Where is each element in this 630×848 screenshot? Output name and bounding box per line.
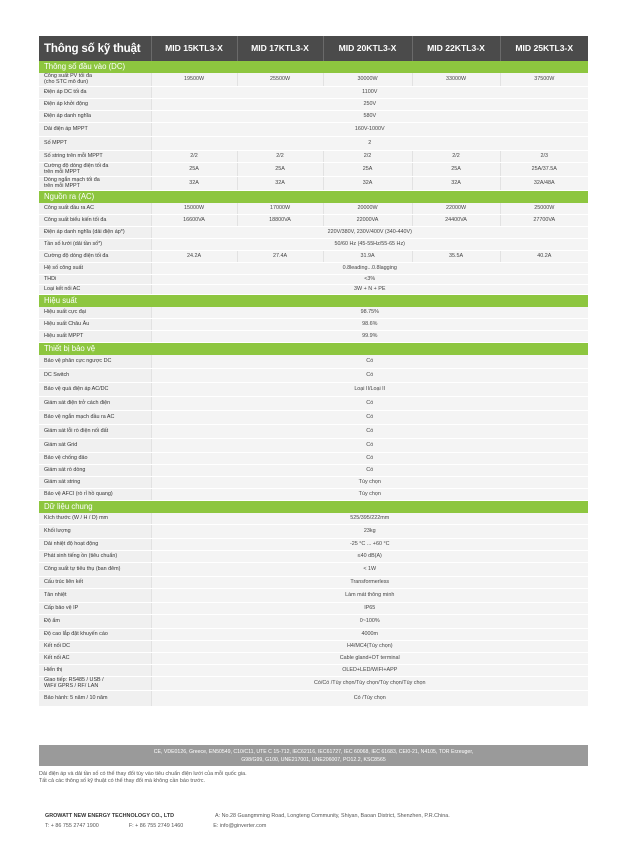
- company-fax: F: + 86 755 2749 1460: [128, 823, 184, 829]
- cell: 24.2A: [151, 251, 237, 263]
- cell: 22000VA: [323, 215, 412, 227]
- cell: 40.2A: [500, 251, 588, 263]
- row-label: Điện áp danh nghĩa: [39, 111, 151, 123]
- row-label: Số string trên mỗi MPPT: [39, 151, 151, 163]
- cell: < 1W: [151, 563, 588, 577]
- certifications-bar: [39, 745, 588, 766]
- cell: Tùy chọn: [151, 489, 588, 501]
- cell: 24400VA: [412, 215, 500, 227]
- cell: 25000W: [500, 203, 588, 215]
- row-label: Bảo vệ phân cực ngược DC: [39, 355, 151, 369]
- cell: Có: [151, 397, 588, 411]
- cell: Có: [151, 355, 588, 369]
- cell: <3%: [151, 275, 588, 285]
- cell: 37500W: [500, 73, 588, 87]
- cell: 19500W: [151, 73, 237, 87]
- company-name: GROWATT NEW ENERGY TECHNOLOGY CO., LTD: [45, 813, 174, 819]
- cell: 2/2: [237, 151, 323, 163]
- cell: 50/60 Hz (45-55Hz/55-65 Hz): [151, 239, 588, 251]
- section-efficiency-title: Hiệu suất: [39, 295, 588, 308]
- header-row: [39, 36, 588, 61]
- row-label: Tần số lưới (dải tần số*): [39, 239, 151, 251]
- cell: 20000W: [323, 203, 412, 215]
- cell: 98.6%: [151, 319, 588, 331]
- row-label: Dải nhiệt độ hoạt động: [39, 539, 151, 551]
- spec-sheet: [39, 36, 588, 707]
- section-general-title: Dữ liệu chung: [39, 501, 588, 514]
- row-label: Công suất đầu ra AC: [39, 203, 151, 215]
- company-tel: T: + 86 755 2747 1900: [45, 823, 99, 829]
- cell: 0.8leading...0.8lagging: [151, 263, 588, 275]
- row-label: Kết nối AC: [39, 653, 151, 665]
- cell: 3W + N + PE: [151, 285, 588, 295]
- cell: Có: [151, 369, 588, 383]
- cell: 25A/37.5A: [500, 163, 588, 177]
- cell: 30000W: [323, 73, 412, 87]
- row-label: DC Switch: [39, 369, 151, 383]
- row-label: Giám sát rò dòng: [39, 465, 151, 477]
- row-label: Giám sát lỗi rò điện nối đất: [39, 425, 151, 439]
- row-label: Điện áp DC tối đa: [39, 87, 151, 99]
- row-label: Hiệu suất MPPT: [39, 331, 151, 343]
- row-label: Bảo hành: 5 năm / 10 năm: [39, 691, 151, 707]
- company-footer: [45, 813, 605, 829]
- table-title: Thông số kỹ thuật: [39, 36, 151, 61]
- row-label: Hiển thị: [39, 665, 151, 677]
- cell: 25A: [412, 163, 500, 177]
- cell: 22000W: [412, 203, 500, 215]
- cell: 250V: [151, 99, 588, 111]
- row-label: Bảo vệ chống đảo: [39, 453, 151, 465]
- cell: Loại II/Loại II: [151, 383, 588, 397]
- row-label: Tản nhiệt: [39, 589, 151, 603]
- cell: Làm mát thông minh: [151, 589, 588, 603]
- row-label: Dòng ngắn mạch tối đa trên mỗi MPPT: [39, 177, 151, 191]
- cell: 2/2: [412, 151, 500, 163]
- row-label: Hệ số công suất: [39, 263, 151, 275]
- cell: 31.9A: [323, 251, 412, 263]
- cell: 1100V: [151, 87, 588, 99]
- row-label: THDi: [39, 275, 151, 285]
- cell: 99.9%: [151, 331, 588, 343]
- row-label: Hiệu suất cực đại: [39, 307, 151, 319]
- row-label: Kích thước (W / H / D) mm: [39, 513, 151, 525]
- cell: OLED+LED/WIFI+APP: [151, 665, 588, 677]
- row-label: Dải điện áp MPPT: [39, 123, 151, 137]
- row-label: Giám sát Grid: [39, 439, 151, 453]
- cell: Có: [151, 425, 588, 439]
- model-header: MID 22KTL3-X: [412, 36, 500, 61]
- row-label: Cường độ dòng điện tối đa: [39, 251, 151, 263]
- row-label: Số MPPT: [39, 137, 151, 151]
- row-label: Loại kết nối AC: [39, 285, 151, 295]
- row-label: Công suất biểu kiến tối đa: [39, 215, 151, 227]
- row-label: Kết nối DC: [39, 641, 151, 653]
- model-header: MID 17KTL3-X: [237, 36, 323, 61]
- cell: 2/3: [500, 151, 588, 163]
- cell: Tùy chọn: [151, 477, 588, 489]
- cell: 23kg: [151, 525, 588, 539]
- cell: 4000m: [151, 629, 588, 641]
- cell: Có: [151, 439, 588, 453]
- model-header: MID 25KTL3-X: [500, 36, 588, 61]
- cell: 25A: [151, 163, 237, 177]
- certifications-line: G98/G99, G100, UNE217001, UNE206007, PO12.2, KSC8565: [241, 757, 386, 763]
- section-output-title: Nguồn ra (AC): [39, 191, 588, 204]
- cell: 35.5A: [412, 251, 500, 263]
- cell: 160V-1000V: [151, 123, 588, 137]
- row-label: Bảo vệ quá điện áp AC/DC: [39, 383, 151, 397]
- footnote-line: Dải điện áp và dải tần số có thể thay đổi tùy vào tiêu chuẩn điện lưới của mỗi quốc gia.: [39, 771, 247, 777]
- cell: 580V: [151, 111, 588, 123]
- row-label: Giám sát điện trở cách điện: [39, 397, 151, 411]
- cell: 98.75%: [151, 307, 588, 319]
- cell: 2/2: [323, 151, 412, 163]
- cell: 15000W: [151, 203, 237, 215]
- cell: -25 °C ... +60 °C: [151, 539, 588, 551]
- cell: Có: [151, 453, 588, 465]
- cell: 32A/48A: [500, 177, 588, 191]
- row-label: Cấu trúc liên kết: [39, 577, 151, 589]
- cell: ≤40 dB(A): [151, 551, 588, 563]
- row-label: Công suất tự tiêu thụ (ban đêm): [39, 563, 151, 577]
- cell: Có /Tùy chọn: [151, 691, 588, 707]
- model-header: MID 20KTL3-X: [323, 36, 412, 61]
- cell: 25500W: [237, 73, 323, 87]
- row-label: Điện áp danh nghĩa (dải điện áp*): [39, 227, 151, 239]
- cell: Transformerless: [151, 577, 588, 589]
- model-header: MID 15KTL3-X: [151, 36, 237, 61]
- cell: H4/MC4(Tùy chọn): [151, 641, 588, 653]
- cell: Có: [151, 411, 588, 425]
- section-input-title: Thông số đầu vào (DC): [39, 61, 588, 73]
- cell: 16600VA: [151, 215, 237, 227]
- cell: Cable gland+OT terminal: [151, 653, 588, 665]
- cell: 32A: [237, 177, 323, 191]
- cell: 0~100%: [151, 615, 588, 629]
- cell: 27.4A: [237, 251, 323, 263]
- row-label: Bảo vệ AFCI (rò rỉ hồ quang): [39, 489, 151, 501]
- footnote: [39, 771, 599, 785]
- company-address: A: No.28 Guangmming Road, Longteng Community, Shiyan, Baoan District, Shenzhen, P.R.China.: [215, 813, 450, 819]
- cell: 220V/380V, 230V/400V (340-440V): [151, 227, 588, 239]
- row-label: Bảo vệ ngắn mạch đầu ra AC: [39, 411, 151, 425]
- cell: 2: [151, 137, 588, 151]
- cell: 25A: [323, 163, 412, 177]
- row-label: Phát sinh tiếng ồn (tiêu chuẩn): [39, 551, 151, 563]
- row-label: Hiệu suất Châu Âu: [39, 319, 151, 331]
- cell: 27700VA: [500, 215, 588, 227]
- cell: IP65: [151, 603, 588, 615]
- row-label: Khối lượng: [39, 525, 151, 539]
- cell: 33000W: [412, 73, 500, 87]
- row-label: Giám sát string: [39, 477, 151, 489]
- section-protection-title: Thiết bị bảo vệ: [39, 343, 588, 356]
- company-email[interactable]: E: info@ginverter.com: [213, 823, 267, 829]
- cell: 32A: [323, 177, 412, 191]
- cell: 32A: [412, 177, 500, 191]
- row-label: Công suất PV tối đa (cho STC mô đun): [39, 73, 151, 87]
- cell: Có/Có /Tùy chọn/Tùy chọn/Tùy chọn/Tùy chọn: [151, 677, 588, 691]
- cell: 17000W: [237, 203, 323, 215]
- row-label: Độ ẩm: [39, 615, 151, 629]
- footnote-line: Tất cả các thông số kỹ thuật có thể thay đổi mà không cần báo trước.: [39, 778, 205, 784]
- cell: 25A: [237, 163, 323, 177]
- cell: 32A: [151, 177, 237, 191]
- certifications-line: CE, VDE0126, Greece, EN50549, C10/C11, UTE C 15-712, IEC62116, IEC61727, IEC 60068, IEC 61683, CEI0-21, N4105, TOR Erzeuger,: [153, 749, 474, 755]
- row-label: Độ cao lắp đặt khuyến cáo: [39, 629, 151, 641]
- cell: 525/395/222mm: [151, 513, 588, 525]
- cell: 2/2: [151, 151, 237, 163]
- row-label: Điện áp khởi động: [39, 99, 151, 111]
- cell: Có: [151, 465, 588, 477]
- row-label: Cấp bảo vệ IP: [39, 603, 151, 615]
- row-label: Cường độ dòng điện tối đa trên mỗi MPPT: [39, 163, 151, 177]
- cell: 18800VA: [237, 215, 323, 227]
- spec-table: [39, 36, 588, 707]
- row-label: Giao tiếp: RS485 / USB / WiFi/ GPRS / RF/ LAN: [39, 677, 151, 691]
